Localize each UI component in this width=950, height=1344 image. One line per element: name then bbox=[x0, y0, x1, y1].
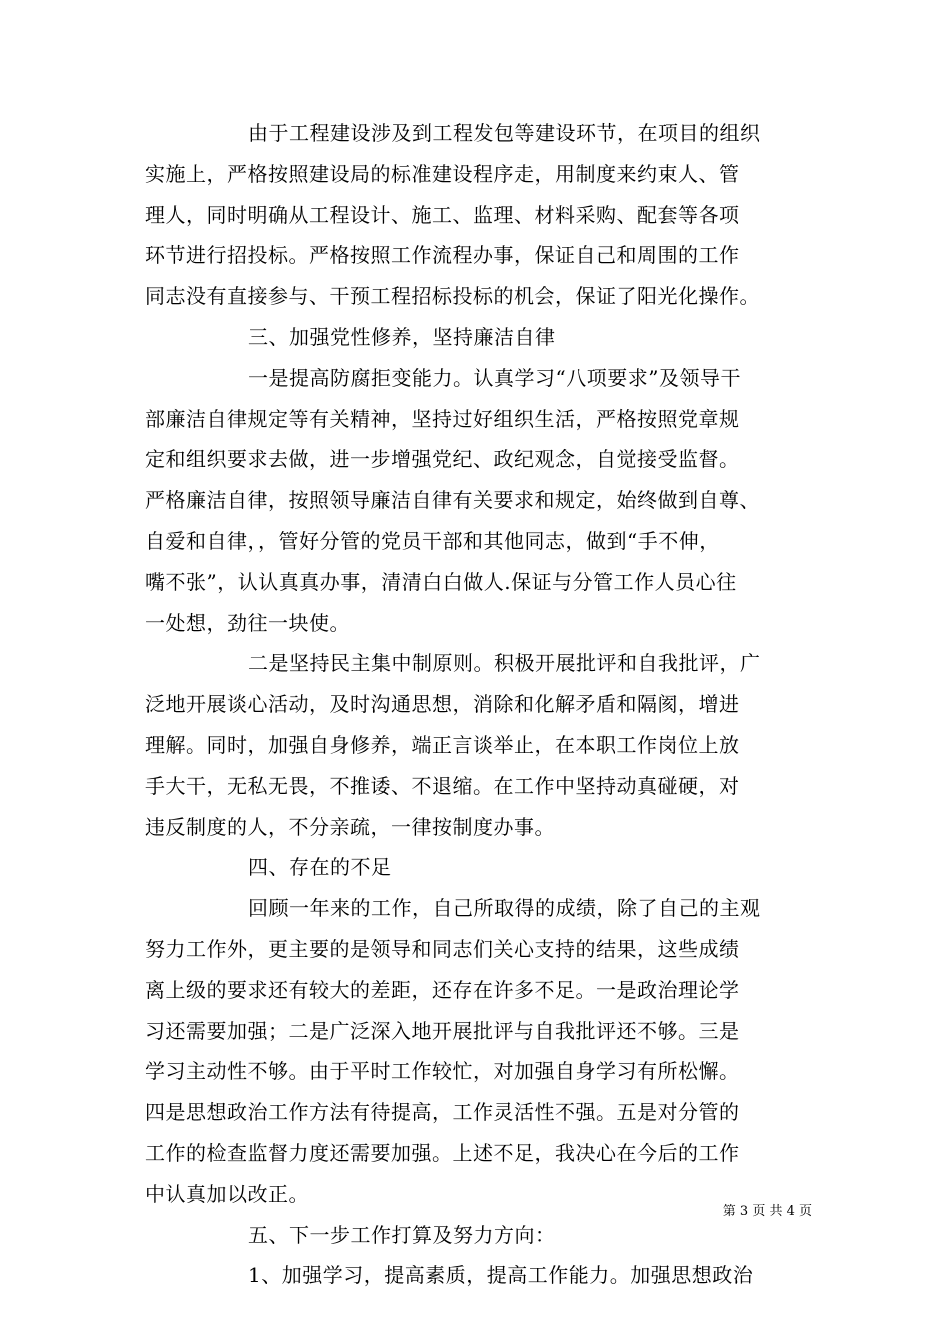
paragraph-line: 习还需要加强；二是广泛深入地开展批评与自我批评还不够。三是 bbox=[145, 1018, 740, 1043]
paragraph-line: 同志没有直接参与、干预工程招标投标的机会，保证了阳光化操作。 bbox=[145, 284, 760, 309]
paragraph-line: 手大干，无私无畏，不推诿、不退缩。在工作中坚持动真碰硬，对 bbox=[145, 773, 740, 798]
paragraph-line: 中认真加以改正。 bbox=[145, 1181, 309, 1206]
document-body bbox=[145, 113, 810, 1296]
paragraph-line: 定和组织要求去做，进一步增强党纪、政纪观念，自觉接受监督。 bbox=[145, 447, 740, 472]
paragraph-line: 泛地开展谈心活动，及时沟通思想，消除和化解矛盾和隔阂，增进 bbox=[145, 692, 740, 717]
paragraph-line: 二是坚持民主集中制原则。积极开展批评和自我批评，广 bbox=[248, 651, 761, 676]
paragraph-line: 四是思想政治工作方法有待提高，工作灵活性不强。五是对分管的 bbox=[145, 1100, 740, 1125]
section-heading: 五、下一步工作打算及努力方向： bbox=[248, 1222, 556, 1247]
paragraph-line: 由于工程建设涉及到工程发包等建设环节，在项目的组织 bbox=[248, 121, 761, 145]
paragraph-line: 环节进行招投标。严格按照工作流程办事，保证自己和周围的工作 bbox=[145, 243, 740, 268]
paragraph-line: 学习主动性不够。由于平时工作较忙，对加强自身学习有所松懈。 bbox=[145, 1059, 740, 1084]
paragraph-line: 严格廉洁自律，按照领导廉洁自律有关要求和规定，始终做到自尊、 bbox=[145, 488, 760, 513]
paragraph-line: 实施上，严格按照建设局的标准建设程序走，用制度来约束人、管 bbox=[145, 161, 740, 186]
paragraph-line: 理解。同时，加强自身修养，端正言谈举止，在本职工作岗位上放 bbox=[145, 732, 740, 757]
page-footer: 第 3 页 共 4 页 bbox=[722, 1204, 812, 1219]
paragraph-line: 部廉洁自律规定等有关精神，坚持过好组织生活，严格按照党章规 bbox=[145, 406, 740, 431]
paragraph-line: 1、加强学习，提高素质，提高工作能力。加强思想政治 bbox=[248, 1263, 754, 1288]
paragraph-line: 工作的检查监督力度还需要加强。上述不足，我决心在今后的工作 bbox=[145, 1140, 740, 1165]
paragraph-line: 一是提高防腐拒变能力。认真学习“八项要求”及领导干 bbox=[248, 365, 741, 390]
paragraph-line: 离上级的要求还有较大的差距，还存在许多不足。一是政治理论学 bbox=[145, 977, 740, 1002]
paragraph-line: 一处想，劲往一块使。 bbox=[145, 610, 350, 635]
section-heading: 三、加强党性修养，坚持廉洁自律 bbox=[248, 324, 556, 349]
paragraph-line: 嘴不张”，认认真真办事，清清白白做人.保证与分管工作人员心往 bbox=[145, 569, 737, 594]
paragraph-line: 自爱和自律，，管好分管的党员干部和其他同志，做到“手不伸， bbox=[145, 528, 720, 553]
paragraph-line: 违反制度的人，不分亲疏，一律按制度办事。 bbox=[145, 814, 555, 839]
section-heading: 四、存在的不足 bbox=[248, 855, 392, 880]
paragraph-line: 回顾一年来的工作，自己所取得的成绩，除了自己的主观 bbox=[248, 896, 761, 921]
paragraph-line: 理人，同时明确从工程设计、施工、监理、材料采购、配套等各项 bbox=[145, 202, 740, 227]
paragraph-line: 努力工作外，更主要的是领导和同志们关心支持的结果，这些成绩 bbox=[145, 936, 740, 961]
